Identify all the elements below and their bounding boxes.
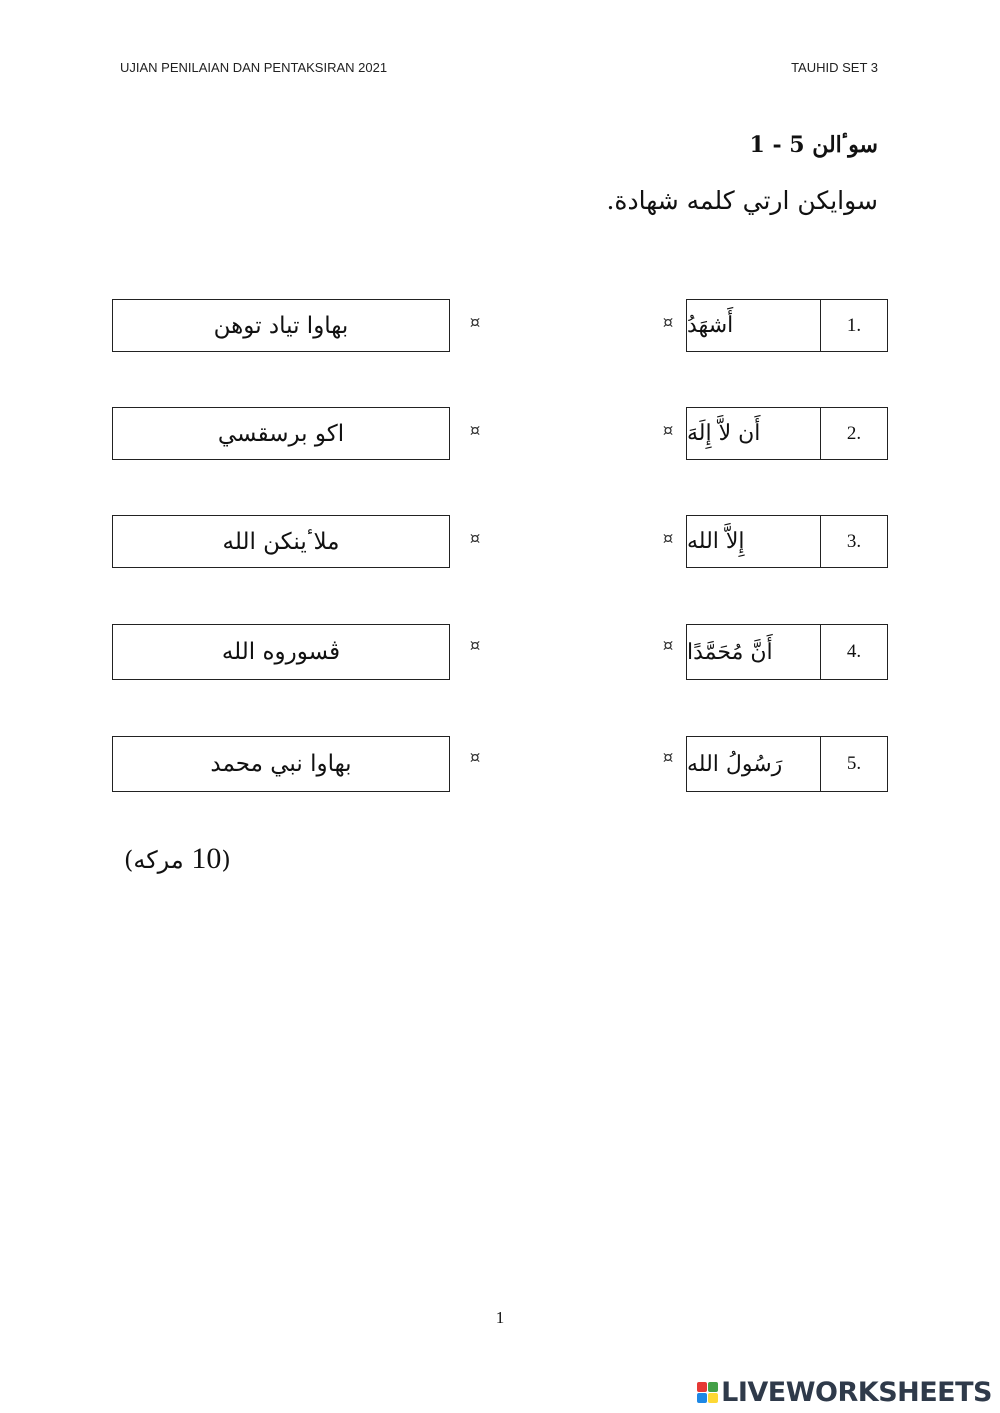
- term-box-4: [686, 624, 888, 680]
- liveworksheets-brand[interactable]: [697, 1377, 992, 1408]
- answer-match-dot-2[interactable]: ¤: [469, 421, 481, 441]
- answer-match-dot-5[interactable]: ¤: [469, 748, 481, 768]
- term-match-dot-1[interactable]: ¤: [662, 313, 674, 333]
- term-text-1: أَشهَدُ: [687, 300, 821, 351]
- term-match-dot-2[interactable]: ¤: [662, 421, 674, 441]
- term-match-dot-4[interactable]: ¤: [662, 636, 674, 656]
- answer-match-dot-3[interactable]: ¤: [469, 529, 481, 549]
- marks-number: 10: [191, 842, 222, 875]
- term-box-2: [686, 407, 888, 460]
- header-right-title: TAUHID SET 3: [791, 60, 878, 75]
- term-box-1: [686, 299, 888, 352]
- answer-box-3: ملاٴينكن الله: [112, 515, 450, 568]
- term-text-2: أَن لاَّ إِلَهَ: [687, 408, 821, 459]
- logo-square-red: [697, 1382, 707, 1392]
- term-number-4: 4.: [846, 641, 862, 662]
- logo-square-blue: [697, 1393, 707, 1403]
- page-number: 1: [495, 1308, 505, 1327]
- marks-label: مركه: [133, 846, 184, 874]
- term-box-5: [686, 736, 888, 792]
- term-number-5: 5.: [846, 753, 862, 774]
- liveworksheets-logo-icon: [697, 1382, 718, 1403]
- answer-match-dot-4[interactable]: ¤: [469, 636, 481, 656]
- answer-box-1: بهاوا تياد توهن: [112, 299, 450, 352]
- answer-box-2: اكو برسقسي: [112, 407, 450, 460]
- marks-total: (10 مركه): [124, 842, 231, 875]
- term-text-5: رَسُولُ الله: [687, 737, 821, 791]
- logo-square-green: [708, 1382, 718, 1392]
- answer-match-dot-1[interactable]: ¤: [469, 313, 481, 333]
- term-match-dot-3[interactable]: ¤: [662, 529, 674, 549]
- question-instruction: سوايكن ارتي كلمه شهادة.: [606, 186, 878, 215]
- term-box-3: [686, 515, 888, 568]
- term-number-2: 2.: [846, 422, 862, 444]
- header-left-title: UJIAN PENILAIAN DAN PENTAKSIRAN 2021: [120, 60, 388, 75]
- answer-box-5: بهاوا نبي محمد: [112, 736, 450, 792]
- term-text-4: أَنَّ مُحَمَّدًا: [687, 625, 821, 679]
- term-number-3: 3.: [846, 530, 862, 552]
- logo-square-yellow: [708, 1393, 718, 1403]
- liveworksheets-wordmark: LIVEWORKSHEETS: [721, 1377, 992, 1408]
- answer-box-4: ڤسوروه الله: [112, 624, 450, 680]
- term-number-1: 1.: [846, 314, 862, 336]
- question-title: سوٴالن 5 - 1: [749, 132, 878, 158]
- term-text-3: إِلاَّ الله: [687, 516, 821, 567]
- term-match-dot-5[interactable]: ¤: [662, 748, 674, 768]
